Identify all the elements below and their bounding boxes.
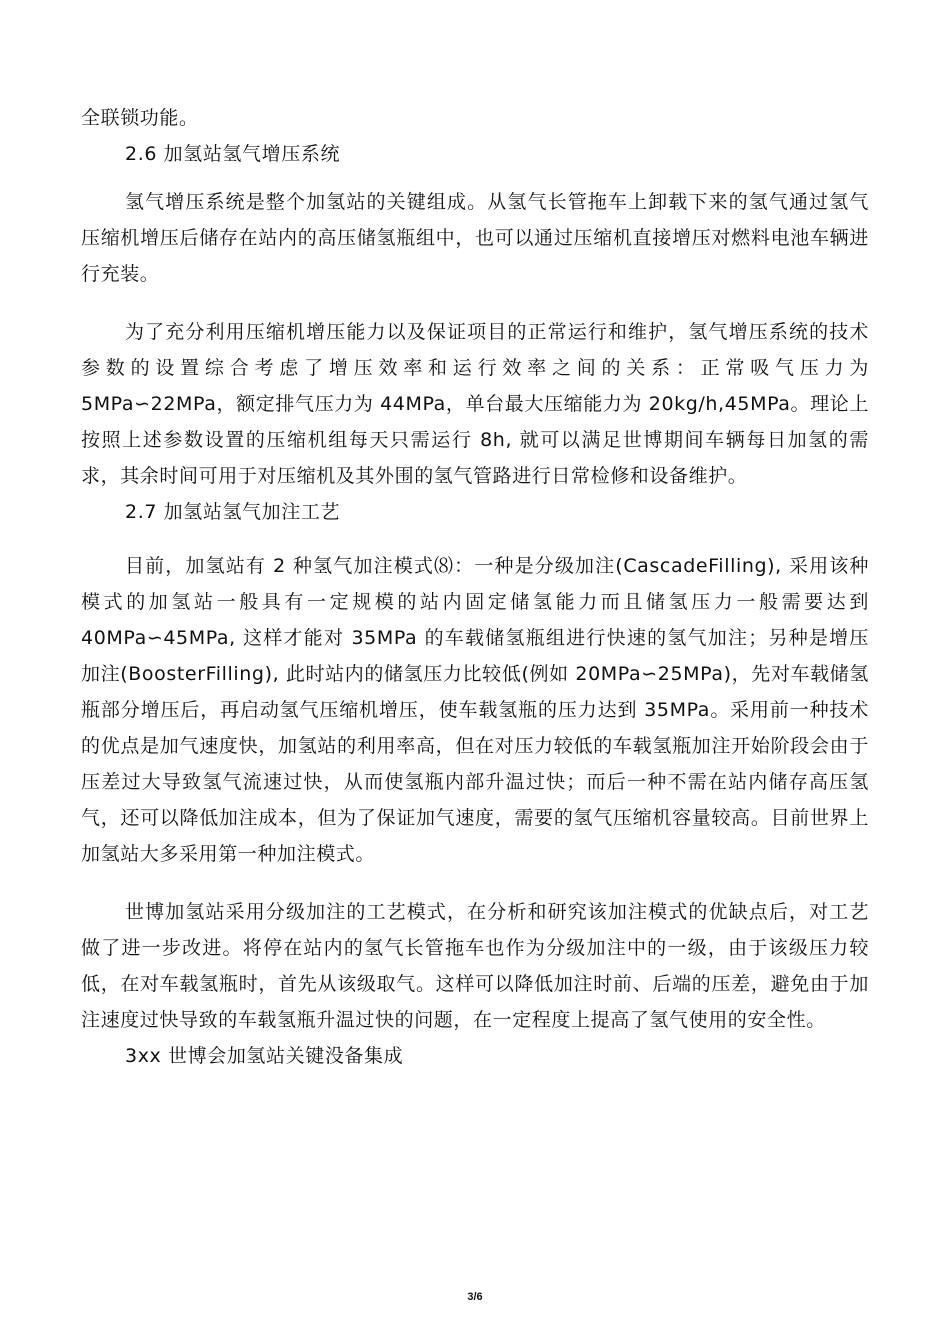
section-heading-2-6: 2.6 加氢站氢气增压系统: [125, 143, 341, 165]
paragraph-continuation: 全联锁功能。: [81, 107, 199, 129]
paragraph-compressor-parameters: 为了充分利用压缩机增压能力以及保证项目的正常运行和维护，氢气增压系统的技术参数的设置综合考虑了增压效率和运行效率之间的关系：正常吸气压力为 5MPa∽22MPa，额定排气压力为 44MPa，单台最大压缩能力为 20kg/h,45MPa。理论上按照上述参数设置的压缩机组每天只需运行 8h, 就可以满足世博期间车辆每日加氢的需求，其余时间可用于对压缩机及其外围的氢气管路进行日常检修和设备维护。: [81, 321, 869, 487]
document-body: [81, 100, 869, 1074]
section-heading-2-7: 2.7 加氢站氢气加注工艺: [125, 501, 341, 523]
section-heading-3: 3xx 世博会加氢站关键没备集成: [125, 1045, 404, 1067]
page-number: 3/6: [467, 1291, 483, 1303]
paragraph-filling-modes: 目前，加氢站有 2 种氢气加注模式⑻：一种是分级加注(CascadeFilling), 采用该种模式的加氢站一般具有一定规模的站内固定储氢能力而且储氢压力一般需要达到 40MPa∽45MPa, 这样才能对 35MPa 的车载储氢瓶组进行快速的氢气加注；另种是增压加注(BoosterFilling), 此时站内的储氢压力比较低(例如 20MPa∽25MPa)，先对车载储氢瓶部分增压后，再启动氢气压缩机增压，使车载氢瓶的压力达到 35MPa。采用前一种技术的优点是加气速度快，加氢站的利用率高，但在对压力较低的车载氢瓶加注开始阶段会由于压差过大导致氢气流速过快，从而使氢瓶内部升温过快；而后一种不需在站内储存高压氢气，还可以降低加注成本，但为了保证加气速度，需要的氢气压缩机容量较高。目前世界上加氢站大多采用第一种加注模式。: [81, 555, 869, 865]
paragraph-expo-cascade: 世博加氢站采用分级加注的工艺模式，在分析和研究该加注模式的优缺点后，对工艺做了进一步改进。将停在站内的氢气长管拖车也作为分级加注中的一级，由于该级压力较低，在对车载氢瓶时，首先从该级取气。这样可以降低加注时前、后端的压差，避免由于加注速度过快导致的车载氢瓶升温过快的问题，在一定程度上提高了氢气使用的安全性。: [81, 901, 869, 1031]
paragraph-booster-system: 氢气增压系统是整个加氢站的关键组成。从氢气长管拖车上卸载下来的氢气通过氢气压缩机增压后储存在站内的高压储氢瓶组中，也可以通过压缩机直接增压对燃料电池车辆进行充装。: [81, 191, 869, 285]
